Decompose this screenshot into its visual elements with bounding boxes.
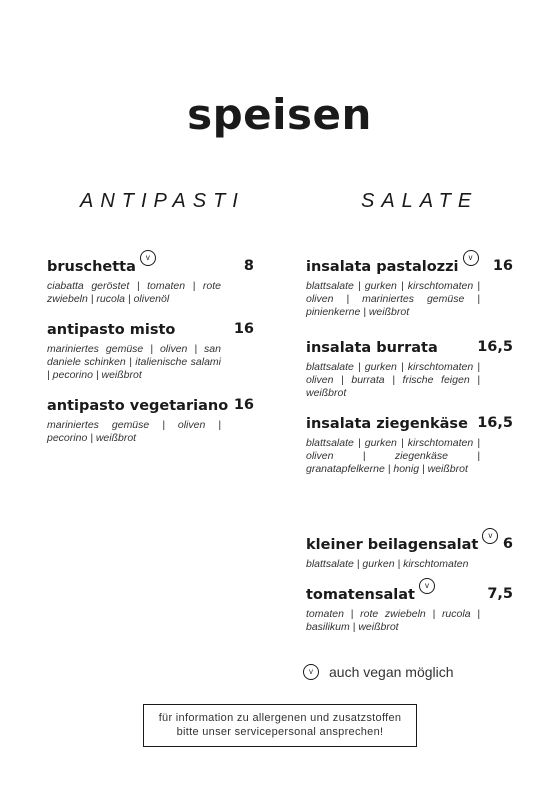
menu-item-insalata-ziegenkaese bbox=[306, 415, 513, 476]
item-price: 8 bbox=[243, 258, 254, 274]
item-name: tomatensalat bbox=[306, 587, 415, 603]
vegan-icon: v bbox=[303, 664, 319, 680]
item-name: insalata pastalozzi bbox=[306, 259, 459, 275]
menu-item-insalata-pastalozzi bbox=[306, 253, 513, 319]
item-price: 6 bbox=[502, 536, 513, 552]
allergen-info-line-2: bitte unser servicepersonal ansprechen! bbox=[176, 726, 384, 738]
allergen-info-line-1: für information zu allergenen und zusatzstoffen bbox=[158, 712, 402, 724]
item-name: insalata ziegenkäse bbox=[306, 416, 468, 432]
item-price: 16 bbox=[233, 397, 254, 413]
item-name: antipasto vegetariano bbox=[47, 398, 229, 414]
menu-item-kleiner-beilagensalat bbox=[306, 531, 513, 571]
item-description: mariniertes gemüse | oliven | pecorino | weißbrot bbox=[47, 419, 221, 444]
item-price: 7,5 bbox=[487, 586, 513, 602]
item-price: 16 bbox=[233, 321, 254, 337]
vegan-icon: v bbox=[419, 578, 435, 594]
item-name: antipasto misto bbox=[47, 322, 176, 338]
menu-item-antipasto-vegetariano bbox=[47, 397, 254, 445]
allergen-info-box bbox=[143, 704, 417, 747]
item-name: insalata burrata bbox=[306, 340, 438, 356]
menu-item-antipasto-misto bbox=[47, 321, 254, 382]
item-description: tomaten | rote zwiebeln | rucola | basilikum | weißbrot bbox=[306, 608, 480, 633]
menu-item-bruschetta bbox=[47, 253, 254, 306]
vegan-legend-text: auch vegan möglich bbox=[329, 664, 454, 680]
item-name: bruschetta bbox=[47, 259, 136, 275]
menu-item-insalata-burrata bbox=[306, 339, 513, 400]
item-description: blattsalate | gurken | kirschtomaten | oliven | mariniertes gemüse | pinienkerne | weißbrot bbox=[306, 280, 480, 318]
item-price: 16,5 bbox=[477, 339, 513, 355]
vegan-legend bbox=[303, 664, 454, 680]
item-price: 16,5 bbox=[477, 415, 513, 431]
item-description: blattsalate | gurken | kirschtomaten bbox=[306, 558, 469, 570]
vegan-icon: v bbox=[140, 250, 156, 266]
vegan-icon: v bbox=[463, 250, 479, 266]
vegan-icon: v bbox=[482, 528, 498, 544]
item-description: blattsalate | gurken | kirschtomaten | oliven | burrata | frische feigen | weißbrot bbox=[306, 361, 480, 399]
item-name: kleiner beilagensalat bbox=[306, 537, 479, 553]
item-description: ciabatta geröstet | tomaten | rote zwiebeln | rucola | olivenöl bbox=[47, 280, 221, 305]
page-title: speisen bbox=[187, 90, 372, 139]
menu-item-tomatensalat bbox=[306, 581, 513, 634]
item-description: blattsalate | gurken | kirschtomaten | oliven | ziegenkäse | granatapfelkerne | honig | weißbrot bbox=[306, 437, 480, 475]
item-description: mariniertes gemüse | oliven | san daniele schinken | italienische salami | pecorino | weißbrot bbox=[47, 343, 221, 381]
section-heading-antipasti: ANTIPASTI bbox=[80, 190, 245, 212]
section-heading-salate: SALATE bbox=[361, 190, 479, 212]
item-price: 16 bbox=[492, 258, 513, 274]
